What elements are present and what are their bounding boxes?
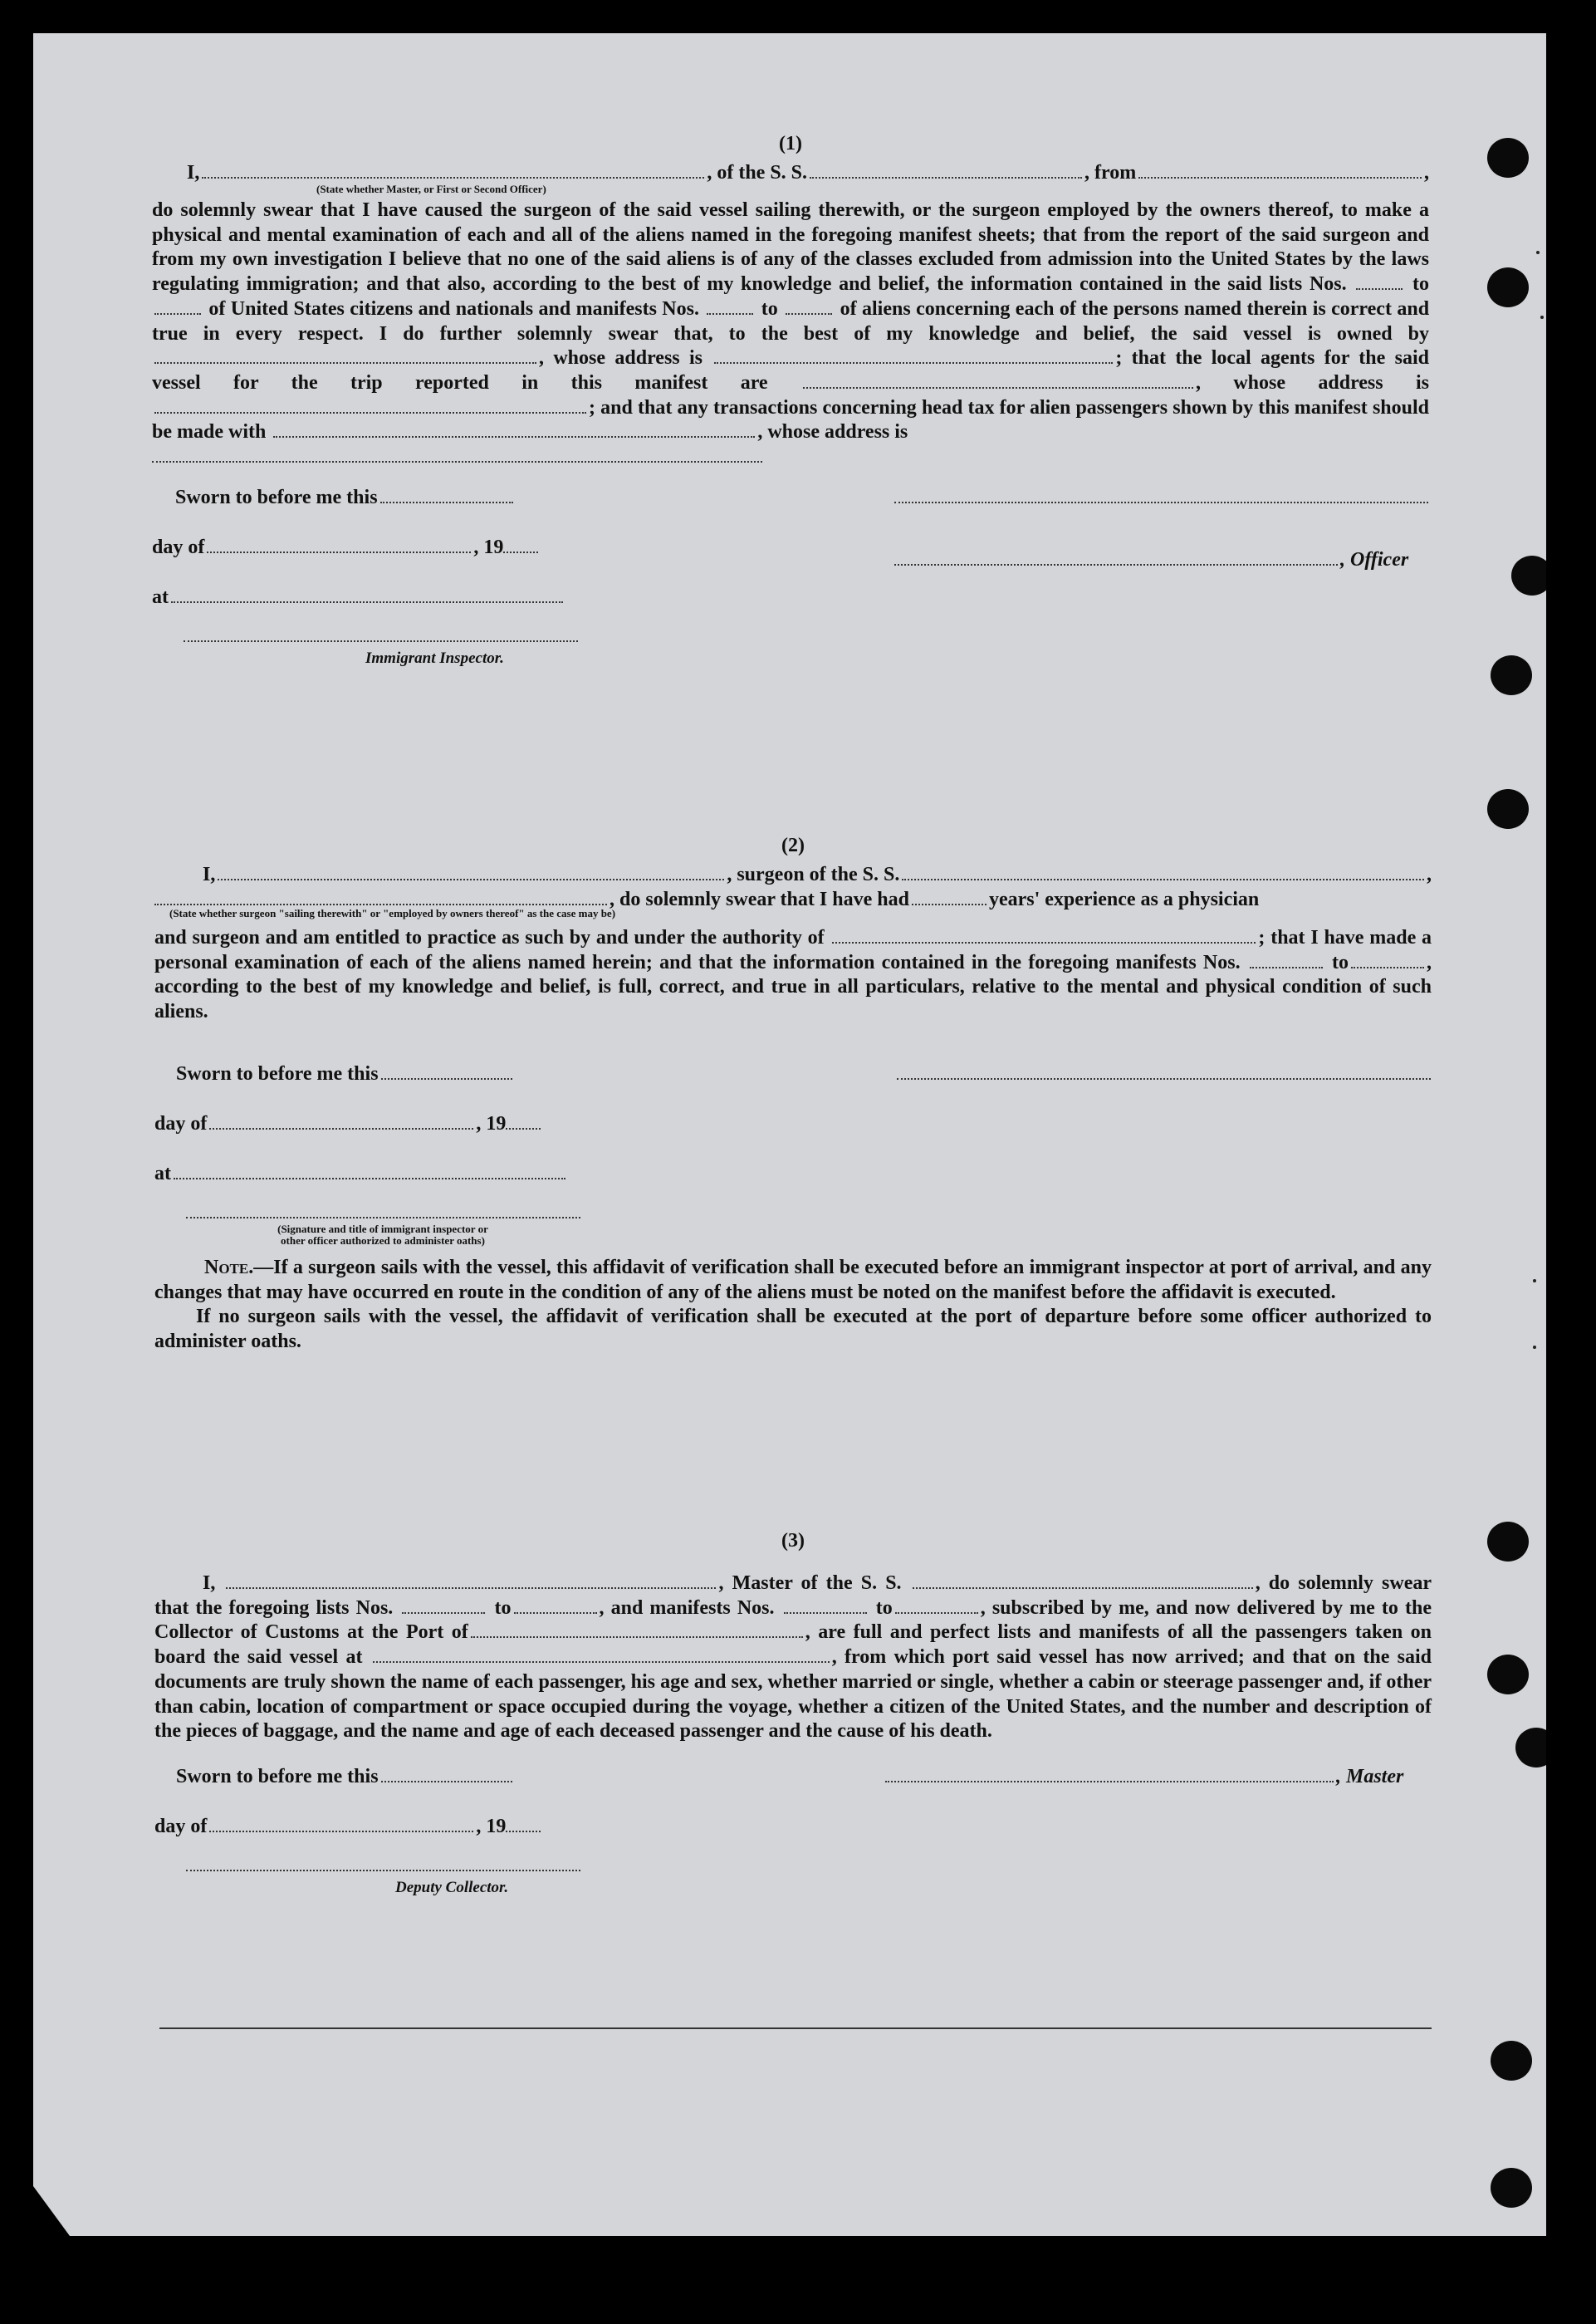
punch-hole [1515, 1728, 1557, 1768]
day-of-label: day of [154, 1112, 208, 1135]
punch-hole [1491, 2041, 1532, 2081]
manifests-from-field[interactable] [707, 312, 753, 315]
month-field[interactable] [209, 1127, 473, 1130]
year-field[interactable] [506, 1127, 541, 1130]
oath-text: years' experience as a physician [988, 889, 1260, 910]
oath-text: to [875, 1596, 893, 1619]
sworn-label: Sworn to before me this [175, 486, 378, 508]
oath-text: to [1332, 951, 1349, 973]
punch-hole [1487, 1655, 1529, 1694]
from-port-field[interactable] [1138, 176, 1422, 179]
master-signature-line[interactable] [885, 1780, 1334, 1782]
caption-line: (Signature and title of immigrant inspector or [277, 1222, 488, 1235]
oath-text: , according to the best of my knowledge and belief, is full, correct, and true in all particulars, relative to the mental and physical condition of such aliens. [154, 951, 1432, 1023]
sworn-label: Sworn to before me this [176, 1765, 379, 1787]
at-label: at [154, 1162, 171, 1184]
field-caption: (State whether Master, or First or Second Officer) [316, 183, 546, 195]
deputy-label: Deputy Collector. [395, 1878, 509, 1896]
manifests-to-field[interactable] [1351, 966, 1424, 968]
embarkation-port-field[interactable] [373, 1660, 830, 1663]
surgeon-name-field[interactable] [218, 878, 724, 880]
oath-text: , whose address is [757, 421, 908, 444]
lists-from-field[interactable] [1356, 287, 1403, 290]
at-label: at [152, 586, 169, 608]
note-text: If no surgeon sails with the vessel, the affidavit of verification shall be executed at the port of departure before some officer authorized to administer oaths. [154, 1306, 1432, 1352]
note-paragraph [154, 1256, 1432, 1305]
oath-text: I, [203, 1572, 216, 1594]
sworn-block-1 [152, 487, 1429, 711]
oath-text: I, [203, 864, 216, 885]
surgeon-oath-body [154, 926, 1432, 1025]
punch-hole [1487, 1522, 1529, 1562]
officer-signature-line[interactable] [894, 563, 1338, 566]
owner-field[interactable] [154, 361, 536, 364]
master-name-field[interactable] [226, 1586, 716, 1589]
year-field[interactable] [503, 551, 538, 553]
officer-signature-line-top[interactable] [894, 502, 1428, 503]
field-caption: (State whether surgeon "sailing therewith" or "employed by owners thereof" as the case may be) [169, 907, 616, 919]
punch-hole [1487, 267, 1529, 307]
section-number: (2) [781, 835, 805, 856]
punch-hole [1487, 789, 1529, 829]
year-label: , 19 [476, 1112, 507, 1135]
oath-text: , whose address is [539, 347, 703, 370]
oath-text: ; and that any transactions concerning head tax for alien passengers shown by this manifest should be made with [152, 396, 1429, 444]
oath-text: ; that I have made a personal examination of each of the aliens named herein; and that the information contained in the foregoing manifests Nos. [154, 927, 1432, 973]
oath-text: , and manifests Nos. [599, 1596, 775, 1619]
oath-text: , of the S. S. [707, 162, 808, 184]
year-label: , 19 [473, 536, 504, 558]
oath-text: of aliens concerning each of the persons named therein is correct and true in every respect. I do further solemnly swear that, to the best of my knowledge and belief, the said vessel is owned by [152, 297, 1430, 345]
month-field[interactable] [207, 551, 471, 553]
deputy-signature-line[interactable] [186, 1870, 580, 1871]
master-oath-body [152, 199, 1429, 470]
sworn-date-field[interactable] [381, 1077, 512, 1080]
oath-text: to [1412, 273, 1430, 296]
name-field[interactable] [202, 176, 704, 179]
oath-text: , [1424, 162, 1429, 184]
master-label: , Master [1336, 1765, 1404, 1787]
years-experience-field[interactable] [912, 903, 986, 905]
master-manifest-oath [154, 1571, 1432, 1744]
punch-hole [1491, 655, 1532, 695]
oath-text: ; that the local agents for the said vessel for the trip reported in this manifest are [152, 347, 1429, 394]
note-paragraph-2 [154, 1305, 1432, 1354]
master-oath-first-line [152, 161, 1429, 184]
oath-text: , from [1084, 162, 1137, 184]
section-number: (3) [781, 1530, 805, 1552]
lists-to-field[interactable] [154, 312, 201, 315]
oath-text: and surgeon and am entitled to practice as such by and under the authority of [154, 927, 825, 949]
section-number: (1) [779, 133, 802, 154]
inspector-signature-line[interactable] [186, 1217, 580, 1218]
owner-address-field[interactable] [714, 361, 1113, 364]
month-field[interactable] [209, 1830, 473, 1832]
signature-caption [242, 1223, 524, 1247]
place-field[interactable] [174, 1177, 565, 1179]
section-1 [152, 133, 1429, 711]
oath-text: , whose address is [1195, 371, 1429, 394]
day-of-label: day of [152, 536, 205, 558]
paper-speck [1533, 1346, 1536, 1349]
port-field[interactable] [471, 1635, 803, 1638]
oath-text: , Master of the S. S. [718, 1572, 902, 1594]
agents-address-field[interactable] [154, 411, 586, 414]
oath-text: to [494, 1596, 512, 1619]
punch-hole [1491, 2168, 1532, 2208]
oath-text: , from which port said vessel has now arrived; and that on the said documents are truly shown the name of each passenger, his age and sex, whether married or single, whether a cabin or steerage passenger and, if other than cabin, location of compartment or space occupied during the voyage, whether a citizen of the United States, and the number and description of the pieces of baggage, and the name and age of each deceased passenger and the cause of his death. [154, 1646, 1432, 1743]
punch-hole [1511, 556, 1553, 596]
section-2 [154, 835, 1432, 1355]
lists-from-field[interactable] [402, 1611, 485, 1614]
oath-text: , subscribed by me, and now delivered by me to the Collector of Customs at the Port of [154, 1596, 1432, 1644]
inspector-signature-line[interactable] [184, 640, 578, 642]
oath-text: to [761, 297, 778, 320]
oath-text: , [1427, 864, 1432, 885]
head-tax-agent-field[interactable] [273, 435, 755, 438]
sworn-label: Sworn to before me this [176, 1062, 379, 1085]
authority-field[interactable] [832, 941, 1256, 944]
paper-speck [1536, 251, 1540, 254]
place-field[interactable] [171, 601, 563, 603]
note-label: Note. [204, 1256, 254, 1278]
oath-text: do solemnly swear that I have caused the surgeon of the said vessel sailing therewith, or the surgeon employed by the owners thereof, to make a physical and mental examination of each and all of the aliens named in the foregoing manifest sheets; that from the report of the said surgeon and from my own investigation I believe that no one of the said aliens is of any of the classes excluded from admission into the United States by the laws regulating immigration; and that also, according to the best of my knowledge and belief, the information contained in the said lists Nos. [152, 199, 1429, 296]
manifests-to-field[interactable] [786, 312, 832, 315]
lists-to-field[interactable] [514, 1611, 597, 1614]
manifests-to-field[interactable] [895, 1611, 978, 1614]
section-3 [154, 1530, 1432, 1932]
day-of-label: day of [154, 1815, 208, 1837]
oath-text: , are full and perfect lists and manifests of all the passengers taken on board the said vessel at [154, 1621, 1432, 1669]
oath-text: , do solemnly swear that the foregoing lists Nos. [154, 1572, 1432, 1619]
sworn-block-2 [154, 1063, 1432, 1254]
bottom-rule [159, 2027, 1432, 2029]
sworn-block-3 [154, 1766, 1432, 1932]
year-label: , 19 [476, 1815, 507, 1837]
oath-text: , surgeon of the S. S. [727, 864, 900, 885]
inspector-label: Immigrant Inspector. [365, 649, 504, 667]
paper-speck [1540, 316, 1544, 319]
vessel-field[interactable] [913, 1586, 1253, 1589]
paper-speck [1533, 1279, 1536, 1282]
sworn-date-field[interactable] [380, 501, 513, 503]
note-text: —If a surgeon sails with the vessel, this affidavit of verification shall be executed before an immigrant inspector at port of arrival, and any changes that may have occurred en route in the condition of any of the aliens must be noted on the manifest before the affidavit is executed. [154, 1256, 1432, 1303]
caption-line: other officer authorized to administer oaths) [281, 1233, 485, 1247]
head-tax-address-field[interactable] [152, 460, 762, 463]
sworn-date-field[interactable] [381, 1780, 512, 1782]
surgeon-oath-first-line [154, 863, 1432, 886]
year-field[interactable] [506, 1830, 541, 1832]
oath-text: I, [187, 162, 200, 184]
surgeon-signature-line[interactable] [897, 1078, 1431, 1080]
officer-label: , Officer [1340, 548, 1409, 571]
surgeon-vessel-field[interactable] [902, 878, 1424, 880]
manifests-from-field[interactable] [1250, 966, 1323, 968]
oath-text: , do solemnly swear that I have had [610, 889, 909, 910]
surgeon-capacity-field[interactable] [154, 903, 607, 905]
manifests-from-field[interactable] [784, 1611, 867, 1614]
punch-hole [1487, 138, 1529, 178]
vessel-field[interactable] [810, 176, 1082, 179]
oath-text: of United States citizens and nationals and manifests Nos. [208, 297, 699, 320]
agents-field[interactable] [803, 386, 1193, 389]
